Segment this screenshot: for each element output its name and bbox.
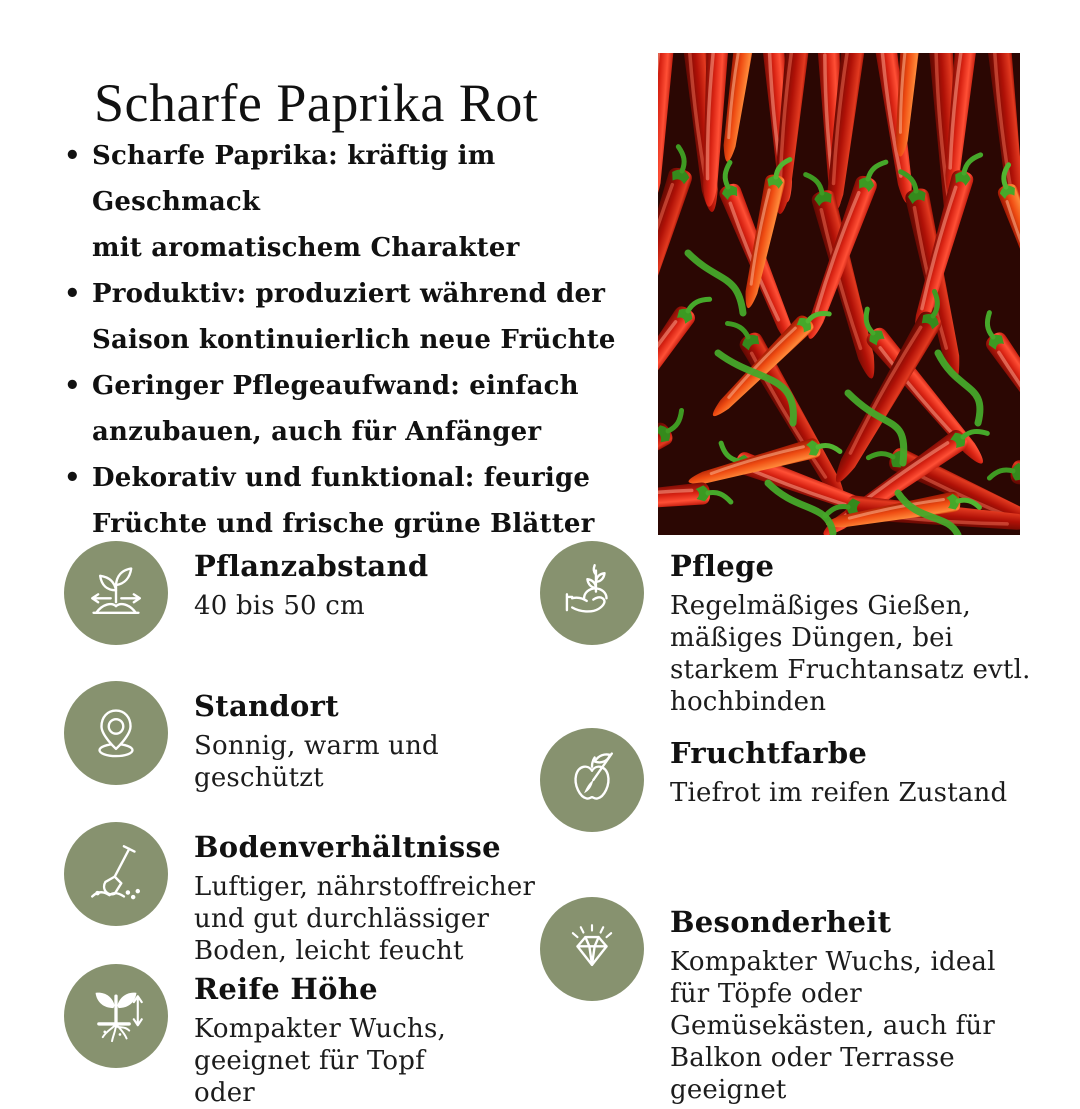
feature-description: Luftiger, nährstoffreicher und gut durchlässiger Boden, leicht feucht bbox=[194, 872, 536, 966]
apple-brush-icon bbox=[540, 728, 644, 832]
feature-title: Besonderheit bbox=[670, 905, 892, 939]
shovel-soil-icon bbox=[64, 822, 168, 926]
bullet-item bbox=[62, 363, 654, 455]
feature-description: Kompakter Wuchs, ideal für Töpfe oder Gemüsekästen, auch für Balkon oder Terrasse geeignet bbox=[670, 947, 996, 1105]
bullet-line: • Produktiv: produziert während der bbox=[92, 279, 606, 309]
feature-description: Sonnig, warm und geschützt bbox=[194, 731, 439, 793]
bullet-item bbox=[62, 133, 654, 271]
feature-title: Bodenverhältnisse bbox=[194, 830, 501, 864]
product-photo bbox=[658, 53, 1020, 535]
feature-bodenverhaeltnisse bbox=[64, 822, 556, 967]
diamond-icon bbox=[540, 897, 644, 1001]
bullet-line: • Dekorativ und funktional: feurige bbox=[92, 463, 591, 493]
location-pin-icon bbox=[64, 681, 168, 785]
bullet-line: • Scharfe Paprika: kräftig im Geschmack bbox=[92, 141, 496, 217]
page-title: Scharfe Paprika Rot bbox=[94, 73, 539, 134]
feature-title: Fruchtfarbe bbox=[670, 736, 868, 770]
plant-height-icon bbox=[64, 964, 168, 1068]
plant-spacing-icon bbox=[64, 541, 168, 645]
bullet-line: anzubauen, auch für Anfänger bbox=[92, 417, 542, 447]
feature-besonderheit bbox=[540, 897, 1018, 1106]
feature-pflege bbox=[540, 541, 1070, 718]
feature-description: Tiefrot im reifen Zustand bbox=[670, 778, 1008, 808]
feature-title: Pflege bbox=[670, 549, 775, 583]
feature-standort bbox=[64, 681, 439, 794]
hand-plant-icon bbox=[540, 541, 644, 645]
bullet-line: Früchte und frische grüne Blätter bbox=[92, 509, 595, 539]
feature-description: Regelmäßiges Gießen, mäßiges Düngen, bei starkem Fruchtansatz evtl. hochbinden bbox=[670, 591, 1031, 717]
feature-fruchtfarbe bbox=[540, 728, 1070, 832]
feature-bullets bbox=[62, 133, 654, 547]
feature-pflanzabstand bbox=[64, 541, 494, 645]
feature-title: Pflanzabstand bbox=[194, 549, 429, 583]
feature-description: 40 bis 50 cm bbox=[194, 591, 365, 621]
bullet-line: • Geringer Pflegeaufwand: einfach bbox=[92, 371, 579, 401]
feature-title: Standort bbox=[194, 689, 339, 723]
feature-reife-hoehe bbox=[64, 964, 494, 1109]
bullet-item bbox=[62, 455, 654, 547]
feature-description: Kompakter Wuchs, geeignet für Topf oder bbox=[194, 1014, 446, 1108]
bullet-item bbox=[62, 271, 654, 363]
feature-title: Reife Höhe bbox=[194, 972, 378, 1006]
bullet-line: mit aromatischem Charakter bbox=[92, 233, 520, 263]
bullet-line: Saison kontinuierlich neue Früchte bbox=[92, 325, 616, 355]
chili-peppers-illustration bbox=[658, 53, 1020, 535]
